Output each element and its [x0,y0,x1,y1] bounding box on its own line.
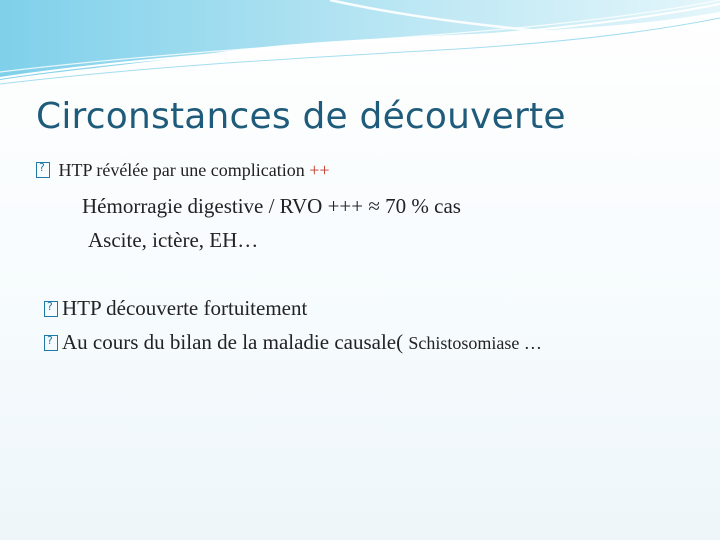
bullet-line-causal [44,330,542,355]
incidental-text: HTP découverte fortuitement [62,296,308,320]
bullet-line-incidental [44,296,307,321]
bullet-line-complication [36,160,330,181]
square-bullet-icon [36,162,50,178]
slide-title: Circonstances de découverte [36,96,566,137]
square-bullet-icon [44,301,58,317]
complication-text: HTP révélée par une complication [58,160,305,180]
square-bullet-icon [44,335,58,351]
hemorrhage-line: Hémorragie digestive / RVO +++ ≈ 70 % cas [82,194,461,218]
schistosomiasis-text: Schistosomiase … [408,333,542,353]
complication-plus: ++ [309,160,330,180]
header-wave-decoration [0,0,720,90]
causal-text: Au cours du bilan de la maladie causale( [62,330,404,354]
ascites-line: Ascite, ictère, EH… [88,228,259,252]
